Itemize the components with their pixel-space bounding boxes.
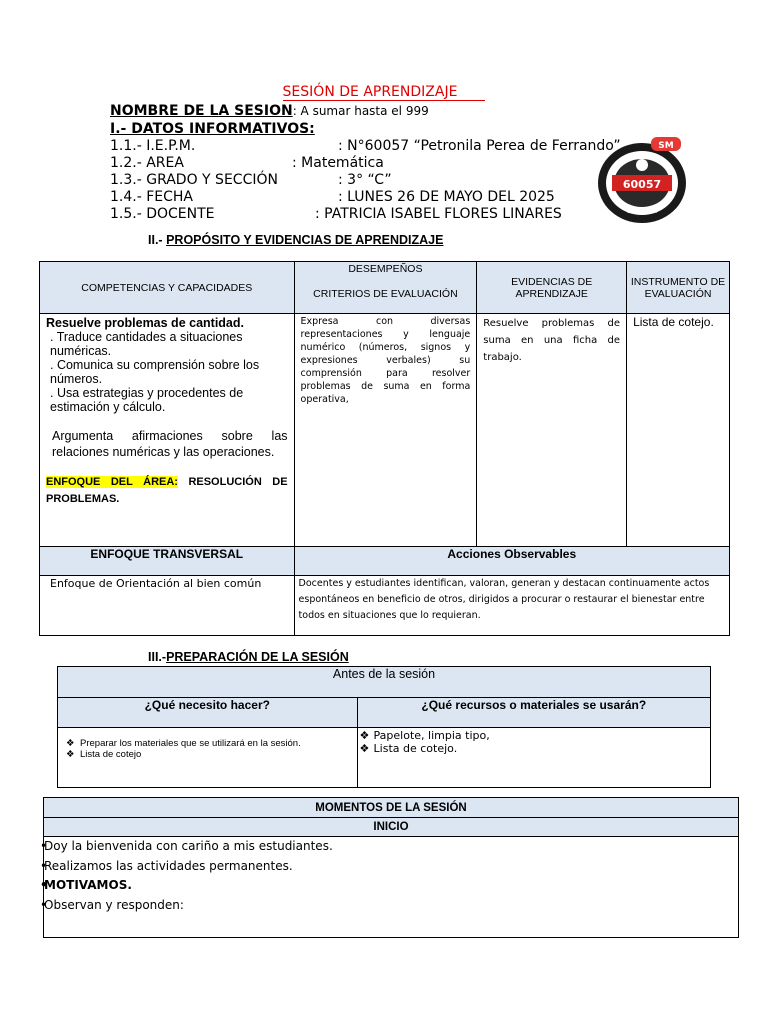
col-hacer-header: ¿Qué necesito hacer? (58, 698, 358, 728)
header-competencias: COMPETENCIAS Y CAPACIDADES (40, 262, 295, 314)
recurso-item: ❖ Lista de cotejo. (360, 742, 710, 755)
section-2-heading: II.- PROPÓSITO Y EVIDENCIAS DE APRENDIZAJE (148, 233, 444, 247)
momentos-header: MOMENTOS DE LA SESIÓN (44, 798, 739, 818)
field-grado: 1.3.- GRADO Y SECCIÓN : 3° “C” (110, 172, 392, 188)
field-fecha: 1.4.- FECHA : LUNES 26 DE MAYO DEL 2025 (110, 189, 555, 205)
title-text: SESIÓN DE APRENDIZAJE (283, 84, 486, 101)
field-iepm: 1.1.- I.E.P.M. : N°60057 “Petronila Perea de Ferrando” (110, 138, 621, 154)
capacidad-1: . Traduce cantidades a situaciones numéricas. (50, 330, 243, 358)
school-logo (596, 135, 688, 227)
document-title (0, 84, 768, 100)
inicio-header: INICIO (44, 818, 739, 837)
inicio-item: • Observan y responden: (44, 896, 738, 916)
session-label: NOMBRE DE LA SESION (110, 103, 293, 119)
enfoque-transversal-cell: Enfoque de Orientación al bien común (40, 576, 295, 636)
logo-number: 60057 (622, 178, 662, 191)
evidencia-cell: Resuelve problemas de suma en una ficha de trabajo. (477, 314, 627, 547)
hacer-cell (58, 728, 358, 788)
hacer-item: ❖ Preparar los materiales que se utilizará en la sesión. (66, 738, 357, 749)
criterio-cell: Expresa con diversas representaciones y lenguaje numérico (números, signos y expresiones verbales) su comprensión para resolver problemas de suma en forma operativa, (294, 314, 477, 547)
proposito-table (39, 261, 730, 636)
acciones-cell: Docentes y estudiantes identifican, valoran, generan y destacan continuamente actos espontáneos en beneficio de otros, dirigidos a procurar o restaurar el bienestar entre todos en situaciones que lo requieran. (294, 576, 729, 636)
momentos-table (43, 797, 739, 938)
recurso-item: ❖ Papelote, limpia tipo, (360, 729, 710, 742)
competencia-text: Resuelve problemas de cantidad. (46, 316, 244, 330)
section-3-heading: III.-PREPARACIÓN DE LA SESIÓN (148, 650, 349, 664)
inicio-content (44, 837, 739, 938)
field-docente: 1.5.- DOCENTE : PATRICIA ISABEL FLORES LINARES (110, 206, 562, 222)
field-area: 1.2.- AREA : Matemática (110, 155, 384, 171)
datos-heading: I.- DATOS INFORMATIVOS: (110, 121, 315, 137)
header-desempenos: DESEMPEÑOS CRITERIOS DE EVALUACIÓN (294, 262, 477, 314)
capacidad-3: . Usa estrategias y procedentes de estimación y cálculo. (50, 386, 244, 414)
capacidad-2: . Comunica su comprensión sobre los números. (50, 358, 260, 386)
logo-bottom-text: BELLAVISTA (627, 209, 657, 215)
session-name-line (110, 103, 429, 120)
competencias-cell (40, 314, 295, 547)
session-name: : A sumar hasta el 999 (292, 104, 429, 118)
argumenta-text: Argumenta afirmaciones sobre las relaciones numéricas y las operaciones. (52, 429, 288, 459)
col-recursos-header: ¿Qué recursos o materiales se usarán? (357, 698, 710, 728)
logo-badge: SM (658, 141, 674, 151)
instrumento-cell: Lista de cotejo. (627, 314, 730, 547)
preparacion-table (57, 666, 711, 788)
enfoque-area: ENFOQUE DEL ÁREA: RESOLUCIÓN DE PROBLEMAS. (46, 476, 288, 505)
inicio-item: • MOTIVAMOS. (44, 876, 738, 896)
antes-header: Antes de la sesión (58, 667, 711, 698)
header-enfoque-transversal: ENFOQUE TRANSVERSAL (40, 547, 295, 576)
header-instrumento: INSTRUMENTO DE EVALUACIÓN (627, 262, 730, 314)
hacer-item: ❖ Lista de cotejo (66, 749, 357, 760)
header-evidencias: EVIDENCIAS DE APRENDIZAJE (477, 262, 627, 314)
recursos-cell (357, 728, 710, 788)
header-acciones: Acciones Observables (294, 547, 729, 576)
inicio-item: • Realizamos las actividades permanentes. (44, 857, 738, 877)
inicio-item: • Doy la bienvenida con cariño a mis estudiantes. (44, 837, 738, 857)
